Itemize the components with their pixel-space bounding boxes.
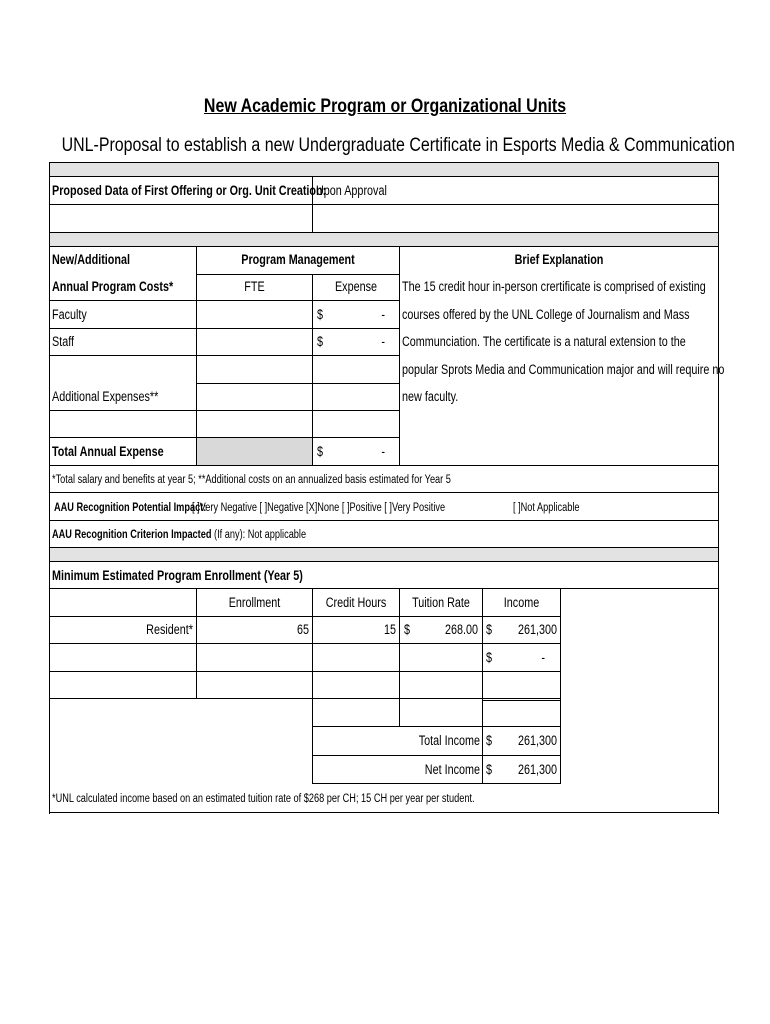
offering-value: Upon Approval <box>316 183 387 198</box>
aau-impact-label: AAU Recognition Potential Impact: <box>54 502 207 514</box>
page-subtitle: UNL-Proposal to establish a new Undergraduate Certificate in Esports Media & Communication <box>61 135 735 156</box>
net-income: 261,300 <box>517 762 557 777</box>
explanation-line: The 15 credit hour in-person crertificate is comprised of existing <box>402 279 706 294</box>
row2-income: - <box>541 650 545 665</box>
resident-enrollment: 65 <box>296 622 309 637</box>
resident-income-currency: $ <box>486 622 493 637</box>
aau-not-applicable: [ ]Not Applicable <box>513 502 580 514</box>
cost-row-currency: $ <box>317 307 324 322</box>
cost-row-label: Staff <box>52 334 75 349</box>
resident-label: Resident* <box>146 622 193 637</box>
resident-credit-hours: 15 <box>383 622 396 637</box>
total-annual-expense-label: Total Annual Expense <box>52 444 164 459</box>
credit-hours-col-header: Credit Hours <box>325 595 387 610</box>
separator-band <box>49 163 719 176</box>
explanation-line: Communciation. The certificate is a natural extension to the <box>402 334 686 349</box>
total-income-label: Total Income <box>418 733 480 748</box>
row2-income-currency: $ <box>486 650 493 665</box>
cost-row-amount: - <box>381 334 385 349</box>
enrollment-col-header: Enrollment <box>228 595 281 610</box>
expense-header: Expense <box>334 279 378 294</box>
cost-row-amount: - <box>381 307 385 322</box>
offering-label: Proposed Data of First Offering or Org. Unit Creation: <box>52 183 327 198</box>
costs-header-line2: Annual Program Costs* <box>52 279 174 294</box>
total-income-currency: $ <box>486 733 493 748</box>
separator-band <box>49 548 719 561</box>
brief-explanation-header: Brief Explanation <box>514 252 604 267</box>
cost-row-label: Additional Expenses** <box>52 389 159 404</box>
explanation-line: new faculty. <box>402 389 459 404</box>
enrollment-heading: Minimum Estimated Program Enrollment (Year 5) <box>52 568 303 583</box>
resident-tuition-currency: $ <box>404 622 411 637</box>
aau-criterion-label: AAU Recognition Criterion Impacted <box>52 529 212 541</box>
page-title: New Academic Program or Organizational Units <box>203 96 567 117</box>
separator-band <box>49 233 719 246</box>
aau-criterion <box>52 527 306 543</box>
net-income-currency: $ <box>486 762 493 777</box>
fte-header: FTE <box>244 279 265 294</box>
cost-row-label: Faculty <box>52 307 87 322</box>
costs-header-line1: New/Additional <box>52 252 130 267</box>
income-col-header: Income <box>503 595 540 610</box>
total-expense-currency: $ <box>317 444 324 459</box>
explanation-line: courses offered by the UNL College of Journalism and Mass <box>402 307 690 322</box>
cost-footnote: *Total salary and benefits at year 5; **Additional costs on an annualized basis estimated for Year 5 <box>52 474 451 486</box>
aau-impact-options: [ ]Very Negative [ ]Negative [X]None [ ]Positive [ ]Very Positive <box>192 502 446 514</box>
net-income-label: Net Income <box>424 762 480 777</box>
total-expense-amount: - <box>381 444 385 459</box>
resident-tuition: 268.00 <box>444 622 478 637</box>
cost-row-currency: $ <box>317 334 324 349</box>
income-footnote: *UNL calculated income based on an estimated tuition rate of $268 per CH; 15 CH per year per student. <box>52 793 475 805</box>
tuition-rate-col-header: Tuition Rate <box>412 595 470 610</box>
program-management-header: Program Management <box>241 252 355 267</box>
budget-sheet <box>49 162 725 814</box>
total-fte-shaded-cell <box>196 438 313 465</box>
resident-income: 261,300 <box>517 622 557 637</box>
explanation-line: popular Sprots Media and Communication major and will require no <box>402 362 725 377</box>
aau-criterion-value: (If any): Not applicable <box>211 529 307 541</box>
total-income: 261,300 <box>517 733 557 748</box>
